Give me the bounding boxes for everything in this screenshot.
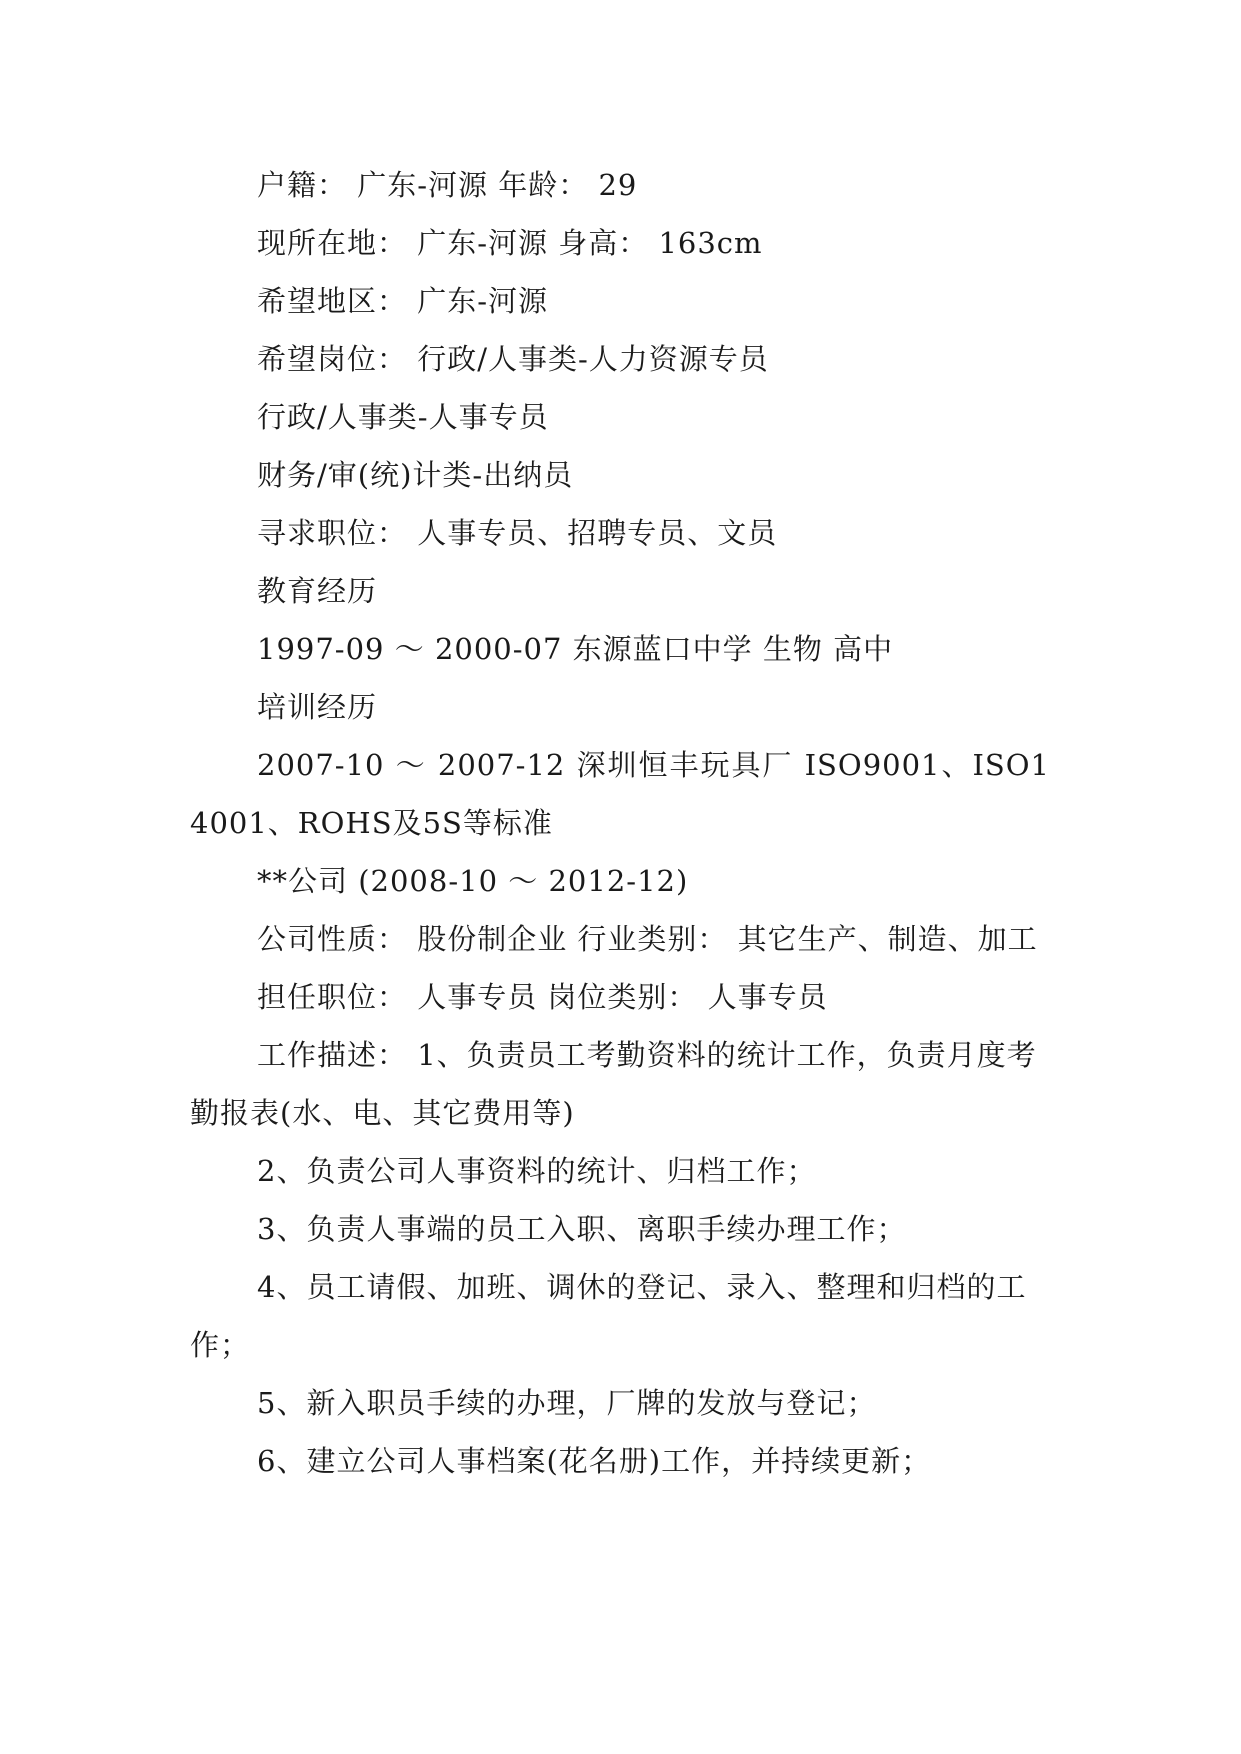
position-held-line: 担任职位： 人事专员 岗位类别： 人事专员 [257,980,828,1014]
company-heading: **公司 (2008-10 ～ 2012-12) [257,864,689,898]
seeking-position-line: 寻求职位： 人事专员、招聘专员、文员 [257,516,778,550]
duty-item-4: 4、员工请假、加班、调休的登记、录入、整理和归档的工作； [190,1270,1027,1362]
resume-document [190,156,1050,1490]
location-height-line: 现所在地： 广东-河源 身高： 163cm [257,226,763,260]
training-entry: 2007-10 ～ 2007-12 深圳恒丰玩具厂 ISO9001、ISO14001、ROHS及5S等标准 [190,748,1050,840]
company-nature-line: 公司性质： 股份制企业 行业类别： 其它生产、制造、加工 [257,922,1038,956]
duty-item-5: 5、新入职员手续的办理，厂牌的发放与登记； [257,1386,877,1420]
desired-position-line-3: 财务/审(统)计类-出纳员 [257,458,574,492]
desired-region-line: 希望地区： 广东-河源 [257,284,549,318]
training-heading: 培训经历 [257,690,378,724]
job-description-line: 工作描述： 1、负责员工考勤资料的统计工作，负责月度考勤报表(水、电、其它费用等) [190,1038,1037,1130]
education-heading: 教育经历 [257,574,378,608]
duty-item-3: 3、负责人事端的员工入职、离职手续办理工作； [257,1212,907,1246]
desired-position-line: 希望岗位： 行政/人事类-人力资源专员 [257,342,769,376]
duty-item-2: 2、负责公司人事资料的统计、归档工作； [257,1154,817,1188]
duty-item-6: 6、建立公司人事档案(花名册)工作，并持续更新； [257,1444,932,1478]
education-entry: 1997-09 ～ 2000-07 东源蓝口中学 生物 高中 [257,632,894,666]
desired-position-line-2: 行政/人事类-人事专员 [257,400,549,434]
hukou-age-line: 户籍： 广东-河源 年龄： 29 [257,168,638,202]
